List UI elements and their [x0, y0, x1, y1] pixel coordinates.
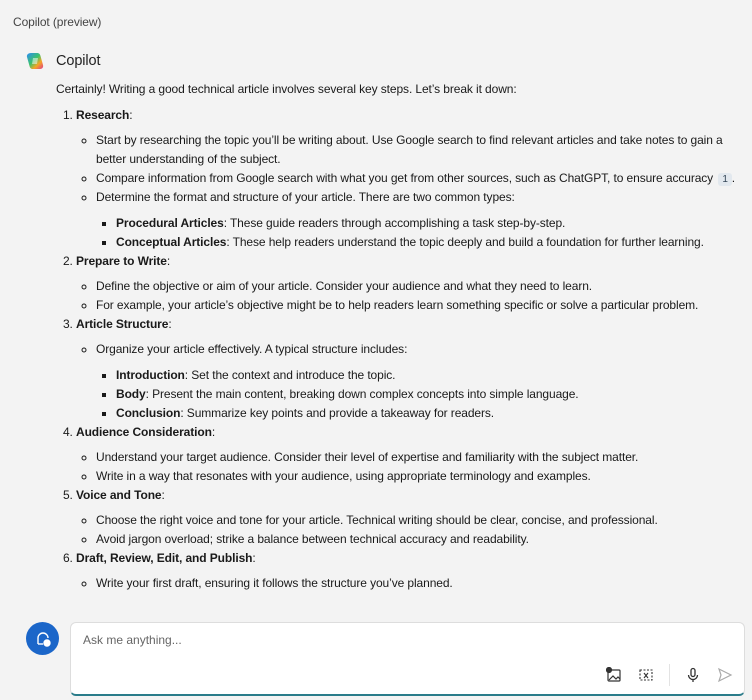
- bullet-text: Compare information from Google search with what you get from other sources, such as ChatGPT, to ensure accuracy: [96, 171, 714, 185]
- step-item: 2. Prepare to Write: ◦ Define the objective or aim of your article. Consider your audience and what they need to learn. ◦ For example, your article’s objective might be to help readers learn something specific or solve a particular problem.: [76, 252, 750, 315]
- sub-bullet: [116, 366, 750, 385]
- bullet: ◦ Avoid jargon overload; strike a balance between technical accuracy and readability.: [96, 530, 750, 549]
- desc: : Present the main content, breaking down complex concepts into simple language.: [145, 387, 579, 401]
- desc: : These guide readers through accomplishing a task step-by-step.: [223, 216, 566, 230]
- assistant-header: [25, 51, 100, 71]
- step-item: 5. Voice and Tone: ◦ Choose the right voice and tone for your article. Technical writing should be clear, concise, and professional. ◦ Avoid jargon overload; strike a balance between technical accuracy and readability.: [76, 486, 750, 549]
- new-topic-button[interactable]: [26, 622, 59, 655]
- step-title: Research: [76, 108, 130, 122]
- term: Conclusion: [116, 406, 181, 420]
- term: Introduction: [116, 368, 185, 382]
- input-toolbar: [605, 664, 734, 686]
- step-item: 1. Research: ◦ Start by researching the topic you’ll be writing about. Use Google search to find relevant articles and take notes to gain a better understanding of the subject. ◦ Compare information from Google search with what you get from other sources, such as ChatGPT, to ensure accuracy 1 . ◦ Determine the format and structure of your article. There are two common types: ▪ Procedural Articles: These guide readers through accomplishing a task step-by-step. ▪ Conceptual Articles: These help readers understand the topic deeply and build a foundation for further learning.: [76, 106, 750, 252]
- bullet: ◦ Write in a way that resonates with your audience, using appropriate terminology and examples.: [96, 467, 750, 486]
- bullet: ◦ Choose the right voice and tone for your article. Technical writing should be clear, concise, and professional.: [96, 511, 750, 530]
- bullet: [96, 188, 750, 252]
- desc: : Summarize key points and provide a takeaway for readers.: [180, 406, 495, 420]
- window-title: Copilot (preview): [13, 15, 102, 29]
- desc: : These help readers understand the topic deeply and build a foundation for further learning.: [226, 235, 704, 249]
- chat-input[interactable]: [83, 633, 683, 647]
- term: Procedural Articles: [116, 216, 224, 230]
- citation-link[interactable]: 1: [718, 173, 731, 186]
- sub-bullet: [116, 385, 750, 404]
- bullet: ◦ Write your first draft, ensuring it follows the structure you’ve planned.: [96, 574, 750, 593]
- bullet: [96, 340, 750, 423]
- step-item: 4. Audience Consideration: ◦ Understand your target audience. Consider their level of expertise and familiarity with the subject matter. ◦ Write in a way that resonates with your audience, using appropriate terminology and examples.: [76, 423, 750, 486]
- desc: : Set the context and introduce the topic.: [184, 368, 396, 382]
- bullet-text: Determine the format and structure of your article. There are two common types:: [96, 190, 515, 204]
- copilot-logo-icon: [25, 51, 45, 71]
- chat-input-box: [70, 622, 745, 696]
- bullet: ◦ Understand your target audience. Consider their level of expertise and familiarity with the subject matter.: [96, 448, 750, 467]
- assistant-message: [56, 80, 750, 593]
- add-image-icon[interactable]: [605, 666, 623, 684]
- bullet-text: Organize your article effectively. A typical structure includes:: [96, 342, 408, 356]
- screenshot-icon[interactable]: [637, 666, 655, 684]
- bullet: ◦ Start by researching the topic you’ll be writing about. Use Google search to find relevant articles and take notes to gain a better understanding of the subject.: [96, 131, 750, 169]
- step-title: Prepare to Write: [76, 254, 167, 268]
- steps-list: [56, 106, 750, 593]
- bullet: ◦ Compare information from Google search with what you get from other sources, such as ChatGPT, to ensure accuracy 1 .: [96, 169, 750, 188]
- chat-scroll-area[interactable]: [0, 40, 752, 620]
- step-item: 3. Article Structure: ◦ Organize your article effectively. A typical structure includes: ▪ Introduction: Set the context and introduce the topic. ▪ Body: Present the main content, breaking down complex concepts into simple language. ▪ Conclusion: Summarize key points and provide a takeaway for readers.: [76, 315, 750, 423]
- toolbar-divider: [669, 664, 670, 686]
- sub-bullet: [116, 404, 750, 423]
- step-title: Article Structure: [76, 317, 169, 331]
- step-title: Voice and Tone: [76, 488, 162, 502]
- term: Conceptual Articles: [116, 235, 227, 249]
- microphone-icon[interactable]: [684, 666, 702, 684]
- sub-bullet: [116, 233, 750, 252]
- send-icon[interactable]: [716, 666, 734, 684]
- intro-text: Certainly! Writing a good technical article involves several key steps. Let’s break it down:: [56, 82, 517, 96]
- term: Body: [116, 387, 146, 401]
- sub-bullet: [116, 214, 750, 233]
- new-chat-icon: [34, 630, 52, 648]
- step-title: Draft, Review, Edit, and Publish: [76, 551, 253, 565]
- bullet: ◦ For example, your article’s objective might be to help readers learn something specific or solve a particular problem.: [96, 296, 750, 315]
- step-title: Audience Consideration: [76, 425, 212, 439]
- assistant-name: Copilot: [56, 53, 101, 69]
- bullet: ◦ Define the objective or aim of your article. Consider your audience and what they need to learn.: [96, 277, 750, 296]
- step-item: 6. Draft, Review, Edit, and Publish: ◦ Write your first draft, ensuring it follows the structure you’ve planned.: [76, 549, 750, 593]
